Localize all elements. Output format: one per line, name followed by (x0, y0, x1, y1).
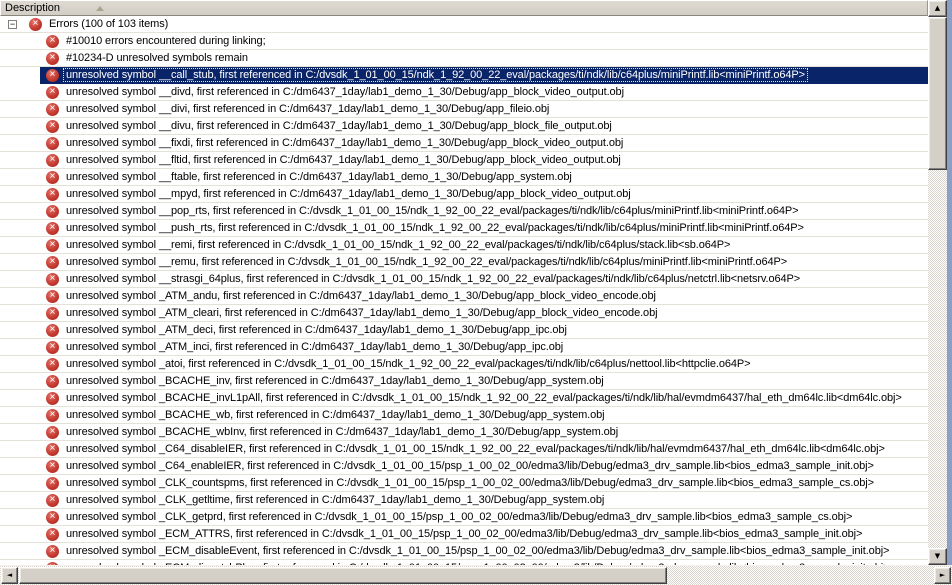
left-arrow-icon: ◄ (6, 571, 13, 579)
error-x-glyph: ✕ (49, 443, 56, 453)
scroll-down-button[interactable] (928, 548, 947, 565)
error-x-glyph: ✕ (49, 222, 56, 232)
error-x-glyph: ✕ (49, 528, 56, 538)
error-x-glyph: ✕ (49, 205, 56, 215)
error-row-label: unresolved symbol _ATM_deci, first referenced in C:/dm6437_1day/lab1_demo_1_30/Debug/app_ipc.obj (66, 324, 567, 336)
scroll-up-button[interactable] (928, 0, 947, 17)
vertical-scroll-thumb[interactable] (928, 17, 947, 170)
error-row-label: unresolved symbol __divi, first referenced in C:/dm6437_1day/lab1_demo_1_30/Debug/app_fileio.obj (66, 103, 550, 115)
collapse-expand-box[interactable]: − (9, 18, 16, 29)
error-icon (46, 426, 59, 439)
error-row[interactable] (0, 339, 928, 356)
error-row-label: unresolved symbol _CLK_getprd, first referenced in C:/dvsdk_1_01_00_15/psp_1_00_02_00/edma3/lib/Debug/edma3_drv_sample.lib<bios_edma3_sample_cs.obj> (66, 511, 853, 523)
error-x-glyph: ✕ (49, 35, 56, 45)
error-row-label: unresolved symbol __fixdi, first referenced in C:/dm6437_1day/lab1_demo_1_30/Debug/app_block_video_output.obj (66, 137, 624, 149)
error-icon (46, 375, 59, 388)
error-icon (46, 35, 59, 48)
error-row-label: unresolved symbol _atoi, first referenced in C:/dvsdk_1_01_00_15/ndk_1_92_00_22_eval/packages/ti/ndk/lib/c64plus/nettool.lib<httpclie.o64P> (66, 358, 751, 370)
error-row[interactable] (0, 237, 928, 254)
error-row-label: unresolved symbol _C64_enableIER, first referenced in C:/dvsdk_1_01_00_15/psp_1_00_02_00/edma3/lib/Debug/edma3_drv_sample.lib<bios_edma3_sample_init.obj> (66, 460, 874, 472)
error-row[interactable] (0, 152, 928, 169)
error-row-label: unresolved symbol _CLK_getltime, first referenced in C:/dm6437_1day/lab1_demo_1_30/Debug/app_system.obj (66, 494, 605, 506)
error-x-glyph: ✕ (49, 426, 56, 436)
error-row-label: unresolved symbol __pop_rts, first referenced in C:/dvsdk_1_01_00_15/ndk_1_92_00_22_eval/packages/ti/ndk/lib/c64plus/miniPrintf.lib<miniPrintf.o64P> (66, 205, 799, 217)
error-row-label: unresolved symbol __strasgi_64plus, first referenced in C:/dvsdk_1_01_00_15/ndk_1_92_00_22_eval/packages/ti/ndk/lib/c64plus/netctrl.lib<netsrv.o64P> (66, 273, 801, 285)
error-icon (46, 103, 59, 116)
error-icon (46, 171, 59, 184)
error-icon (46, 528, 59, 541)
error-icon (46, 477, 59, 490)
error-icon (46, 188, 59, 201)
error-x-glyph: ✕ (49, 409, 56, 419)
error-icon (46, 154, 59, 167)
error-x-glyph: ✕ (49, 460, 56, 470)
error-x-glyph: ✕ (49, 324, 56, 334)
error-icon (46, 494, 59, 507)
error-x-glyph: ✕ (49, 494, 56, 504)
error-x-glyph: ✕ (49, 375, 56, 385)
error-row[interactable] (0, 101, 928, 118)
error-icon (46, 256, 59, 269)
error-row[interactable] (0, 84, 928, 101)
error-row[interactable] (0, 526, 928, 543)
error-row-label: unresolved symbol _ECM_ATTRS, first referenced in C:/dvsdk_1_01_00_15/psp_1_00_02_00/edma3/lib/Debug/edma3_drv_sample.lib<bios_edma3_sample_init.obj> (66, 528, 863, 540)
error-row-label: unresolved symbol __ftable, first referenced in C:/dm6437_1day/lab1_demo_1_30/Debug/app_system.obj (66, 171, 572, 183)
error-row[interactable] (0, 50, 928, 67)
error-icon (46, 205, 59, 218)
error-x-glyph: ✕ (49, 511, 56, 521)
error-row[interactable] (0, 254, 928, 271)
error-row[interactable] (0, 390, 928, 407)
error-icon (46, 443, 59, 456)
error-icon (46, 324, 59, 337)
scroll-right-button[interactable] (934, 567, 951, 584)
error-row[interactable] (0, 186, 928, 203)
error-x-glyph: ✕ (49, 290, 56, 300)
error-row-label: unresolved symbol __mpyd, first referenced in C:/dm6437_1day/lab1_demo_1_30/Debug/app_block_video_output.obj (66, 188, 631, 200)
error-x-glyph: ✕ (49, 120, 56, 130)
error-row[interactable] (0, 203, 928, 220)
error-icon (46, 341, 59, 354)
error-row[interactable] (0, 322, 928, 339)
error-row-label: unresolved symbol _ATM_andu, first referenced in C:/dm6437_1day/lab1_demo_1_30/Debug/app_block_video_encode.obj (66, 290, 656, 302)
error-row[interactable] (0, 169, 928, 186)
error-row-label: unresolved symbol __remi, first referenced in C:/dvsdk_1_01_00_15/ndk_1_92_00_22_eval/packages/ti/ndk/lib/c64plus/stack.lib<sb.o64P> (66, 239, 731, 251)
up-arrow-icon: ▲ (934, 4, 941, 12)
error-x-glyph: ✕ (49, 256, 56, 266)
error-x-glyph: ✕ (49, 307, 56, 317)
error-x-glyph: ✕ (49, 358, 56, 368)
error-row-label: unresolved symbol _ATM_cleari, first referenced in C:/dm6437_1day/lab1_demo_1_30/Debug/app_block_video_encode.obj (66, 307, 658, 319)
error-icon (46, 307, 59, 320)
error-row-label: unresolved symbol _BCACHE_invL1pAll, first referenced in C:/dvsdk_1_01_00_15/ndk_1_92_00_22_eval/packages/ti/ndk/lib/hal/evmdm6437/hal_eth_dm64lc.lib<dm64lc.obj> (66, 392, 902, 404)
column-header-label: Description (5, 2, 61, 14)
error-x-glyph: ✕ (49, 52, 56, 62)
error-row[interactable] (0, 509, 928, 526)
error-x-glyph: ✕ (49, 154, 56, 164)
window-frame-edge (947, 0, 952, 565)
error-row[interactable] (0, 288, 928, 305)
error-row-label: unresolved symbol _ATM_inci, first referenced in C:/dm6437_1day/lab1_demo_1_30/Debug/app_ipc.obj (66, 341, 564, 353)
error-icon (46, 545, 59, 558)
vertical-scrollbar[interactable] (928, 0, 947, 565)
error-x-glyph: ✕ (49, 86, 56, 96)
error-list (0, 16, 928, 565)
error-row-label: Errors (100 of 103 items) (49, 18, 169, 30)
error-x-glyph: ✕ (49, 188, 56, 198)
down-arrow-icon: ▼ (934, 552, 941, 560)
error-x-glyph: ✕ (49, 137, 56, 147)
error-row[interactable] (0, 220, 928, 237)
error-row-label: unresolved symbol __fltid, first referenced in C:/dm6437_1day/lab1_demo_1_30/Debug/app_block_video_output.obj (66, 154, 621, 166)
error-row[interactable] (0, 475, 928, 492)
error-icon (46, 358, 59, 371)
error-row[interactable] (0, 356, 928, 373)
error-icon (46, 86, 59, 99)
error-icon (46, 409, 59, 422)
error-row[interactable] (0, 118, 928, 135)
error-x-glyph: ✕ (49, 103, 56, 113)
error-icon (46, 273, 59, 286)
error-row-label: unresolved symbol _BCACHE_wb, first referenced in C:/dm6437_1day/lab1_demo_1_30/Debug/app_system.obj (66, 409, 605, 421)
error-icon (46, 137, 59, 150)
error-x-glyph: ✕ (32, 18, 39, 28)
column-header-description[interactable] (0, 0, 928, 16)
error-row-label: unresolved symbol __divu, first referenced in C:/dm6437_1day/lab1_demo_1_30/Debug/app_block_file_output.obj (66, 120, 612, 132)
error-row[interactable] (0, 492, 928, 509)
error-row[interactable] (0, 305, 928, 322)
error-row[interactable] (0, 373, 928, 390)
error-icon (46, 290, 59, 303)
error-x-glyph: ✕ (49, 171, 56, 181)
error-x-glyph: ✕ (49, 341, 56, 351)
horizontal-scrollbar[interactable] (0, 565, 952, 584)
scroll-left-button[interactable] (1, 567, 18, 584)
error-row[interactable] (0, 407, 928, 424)
error-row[interactable] (0, 271, 928, 288)
sort-ascending-icon (96, 6, 104, 11)
error-icon (46, 239, 59, 252)
error-row-label: unresolved symbol __call_stub, first referenced in C:/dvsdk_1_01_00_15/ndk_1_92_00_22_eval/packages/ti/ndk/lib/c64plus/miniPrintf.lib<miniPrintf.o64P> (66, 69, 805, 81)
right-arrow-icon: ► (939, 571, 946, 579)
error-row-label: unresolved symbol _ECM_disableEvent, first referenced in C:/dvsdk_1_01_00_15/psp_1_00_02_00/edma3/lib/Debug/edma3_drv_sample.lib<bios_edma3_sample_init.obj> (66, 545, 890, 557)
error-icon (46, 120, 59, 133)
error-row-label: unresolved symbol _CLK_countspms, first referenced in C:/dvsdk_1_01_00_15/psp_1_00_02_00/edma3/lib/Debug/edma3_drv_sample.lib<bios_edma3_sample_cs.obj> (66, 477, 874, 489)
error-row-label: #10010 errors encountered during linking; (66, 35, 266, 47)
error-icon (46, 69, 59, 82)
error-group-row[interactable] (0, 16, 928, 33)
error-row-label: unresolved symbol __divd, first referenced in C:/dm6437_1day/lab1_demo_1_30/Debug/app_block_video_output.obj (66, 86, 624, 98)
error-row[interactable] (0, 441, 928, 458)
error-x-glyph: ✕ (49, 273, 56, 283)
error-x-glyph: ✕ (49, 545, 56, 555)
error-row-label: #10234-D unresolved symbols remain (66, 52, 248, 64)
error-row-label: unresolved symbol __push_rts, first referenced in C:/dvsdk_1_01_00_15/ndk_1_92_00_22_eval/packages/ti/ndk/lib/c64plus/miniPrintf.lib<miniPrintf.o64P> (66, 222, 804, 234)
error-icon (46, 392, 59, 405)
error-row[interactable] (0, 424, 928, 441)
error-row-label: unresolved symbol _BCACHE_inv, first referenced in C:/dm6437_1day/lab1_demo_1_30/Debug/app_system.obj (66, 375, 604, 387)
error-row-label: unresolved symbol __remu, first referenced in C:/dvsdk_1_01_00_15/ndk_1_92_00_22_eval/packages/ti/ndk/lib/c64plus/miniPrintf.lib<miniPrintf.o64P> (66, 256, 788, 268)
error-row[interactable] (0, 33, 928, 50)
error-row[interactable] (0, 543, 928, 560)
error-row[interactable] (0, 458, 928, 475)
horizontal-scroll-thumb[interactable] (19, 567, 667, 584)
error-row-label: unresolved symbol _BCACHE_wbInv, first referenced in C:/dm6437_1day/lab1_demo_1_30/Debug/app_system.obj (66, 426, 619, 438)
error-row-label: unresolved symbol _C64_disableIER, first referenced in C:/dvsdk_1_01_00_15/ndk_1_92_00_22_eval/packages/ti/ndk/lib/hal/evmdm6437/hal_eth_dm64lc.lib<dm64lc.obj> (66, 443, 885, 455)
error-icon (46, 460, 59, 473)
error-icon (29, 18, 42, 31)
error-x-glyph: ✕ (49, 239, 56, 249)
error-row[interactable] (0, 135, 928, 152)
error-icon (46, 511, 59, 524)
error-icon (46, 52, 59, 65)
error-x-glyph: ✕ (49, 69, 56, 79)
error-x-glyph: ✕ (49, 392, 56, 402)
error-row[interactable] (0, 67, 928, 84)
error-x-glyph: ✕ (49, 477, 56, 487)
error-icon (46, 222, 59, 235)
